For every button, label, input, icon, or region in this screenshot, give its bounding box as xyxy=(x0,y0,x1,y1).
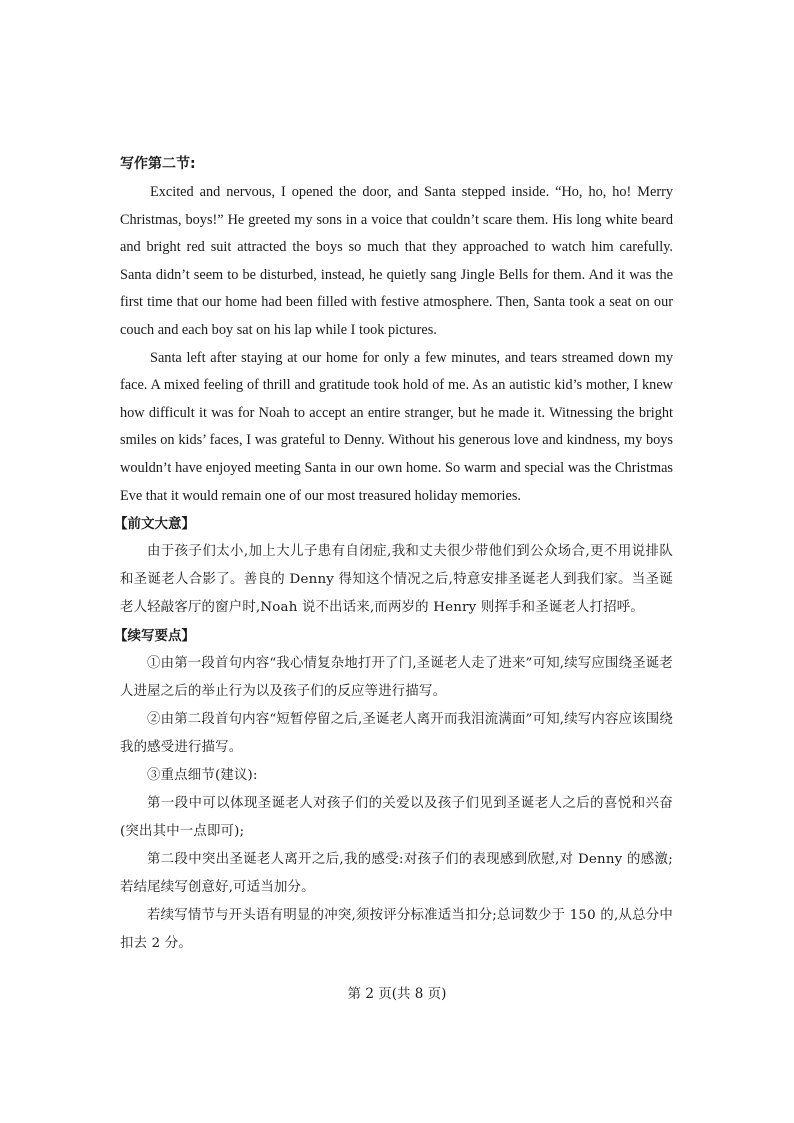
summary-label: 【前文大意】 xyxy=(114,516,195,533)
section-heading: 写作第二节: xyxy=(120,156,196,172)
summary-text: 由于孩子们太小,加上大儿子患有自闭症,我和丈夫很少带他们到公众场合,更不用说排队和圣诞老人合影了。善良的 Denny 得知这个情况之后,特意安排圣诞老人到我们家。当圣诞老人轻敲客厅的窗户时,Noah 说不出话来,而两岁的 Henry 则挥手和圣诞老人打招呼。 xyxy=(120,544,673,616)
key-point-3: ③重点细节(建议): xyxy=(147,768,258,784)
english-paragraph-2: Santa left after staying at our home for only a few minutes, and tears streamed down my face. A mixed feeling of thrill and gratitude took hold of me. As an autistic kid’s mother, I knew how difficult it was for Noah to accept an entire stranger, but he made it. Witnessing the bright smiles on kids’ faces, I was grateful to Denny. Without his generous love and kindness, my boys wouldn’t have enjoyed meeting Santa in our own home. So warm and special was the Christmas Eve that it would remain one of our most treasured holiday memories. xyxy=(120,349,673,504)
key-points-label: 【续写要点】 xyxy=(114,628,195,645)
key-point-detail-2: 第二段中突出圣诞老人离开之后,我的感受:对孩子们的表现感到欣慰,对 Denny 的感激;若结尾续写创意好,可适当加分。 xyxy=(120,852,673,896)
key-point-1: ①由第一段首句内容“我心情复杂地打开了门,圣诞老人走了进来”可知,续写应围绕圣诞老人进屋之后的举止行为以及孩子们的反应等进行描写。 xyxy=(120,656,673,700)
key-point-2: ②由第二段首句内容“短暂停留之后,圣诞老人离开而我泪流满面”可知,续写内容应该围绕我的感受进行描写。 xyxy=(120,712,673,756)
key-point-detail-1: 第一段中可以体现圣诞老人对孩子们的关爱以及孩子们见到圣诞老人之后的喜悦和兴奋(突出其中一点即可); xyxy=(120,796,673,840)
english-paragraph-1: Excited and nervous, I opened the door, and Santa stepped inside. “Ho, ho, ho! Merry Christmas, boys!” He greeted my sons in a voice that couldn’t scare them. His long white beard and bright red suit attracted the boys so much that they approached to watch him carefully. Santa didn’t seem to be disturbed, instead, he quietly sang Jingle Bells for them. And it was the first time that our home had been filled with festive atmosphere. Then, Santa took a seat on our couch and each boy sat on his lap while I took pictures. xyxy=(120,184,673,338)
scoring-note: 若续写情节与开头语有明显的冲突,须按评分标准适当扣分;总词数少于 150 的,从总分中扣去 2 分。 xyxy=(120,908,673,952)
document-body xyxy=(114,155,673,958)
page-number-footer: 第 2 页(共 8 页) xyxy=(347,986,447,1002)
